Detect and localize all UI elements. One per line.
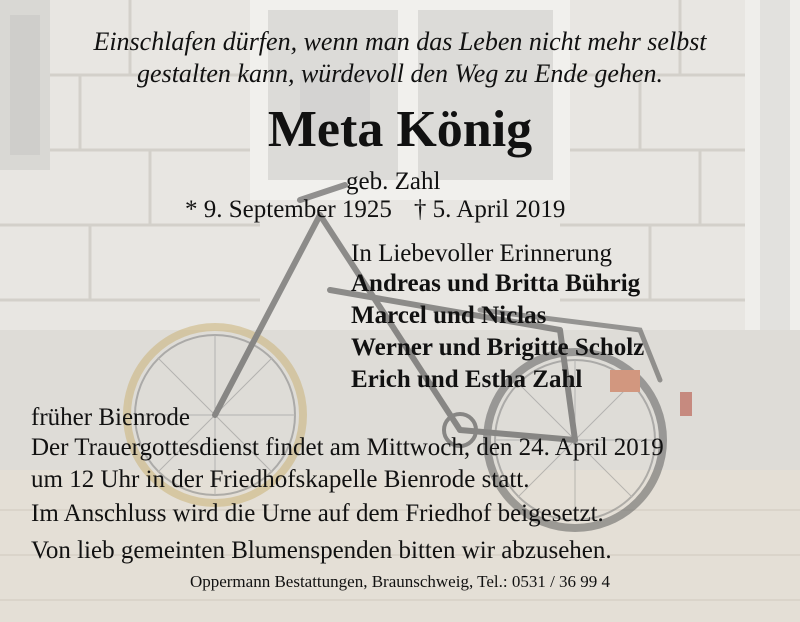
quote-line-1: Einschlafen dürfen, wenn man das Leben nicht mehr selbst xyxy=(93,27,707,56)
life-dates xyxy=(185,196,565,224)
burial-text: Im Anschluss wird die Urne auf dem Friedhof beigesetzt. xyxy=(31,500,604,527)
memorial-intro: In Liebevoller Erinnerung xyxy=(351,240,613,267)
service-line-1: Der Trauergottesdienst findet am Mittwoch, den 24. April 2019 xyxy=(31,434,664,461)
deceased-name: Meta König xyxy=(267,101,533,158)
family-name-1: Andreas und Britta Bührig xyxy=(351,270,641,297)
birth-name: geb. Zahl xyxy=(346,168,441,195)
quote-line-2: gestalten kann, würdevoll den Weg zu Ende gehen. xyxy=(137,59,663,88)
family-name-4: Erich und Estha Zahl xyxy=(351,366,583,393)
birth-date: * 9. September 1925 xyxy=(185,196,392,223)
family-name-3: Werner und Brigitte Scholz xyxy=(351,334,645,361)
funeral-home-footer: Oppermann Bestattungen, Braunschweig, Tel.: 0531 / 36 99 4 xyxy=(189,572,611,591)
origin-text: früher Bienrode xyxy=(31,404,190,431)
service-line-2: um 12 Uhr in der Friedhofskapelle Bienrode statt. xyxy=(31,466,530,493)
flowers-text: Von lieb gemeinten Blumenspenden bitten wir abzusehen. xyxy=(31,537,612,564)
family-name-2: Marcel und Niclas xyxy=(351,302,547,329)
death-date: † 5. April 2019 xyxy=(413,196,566,223)
